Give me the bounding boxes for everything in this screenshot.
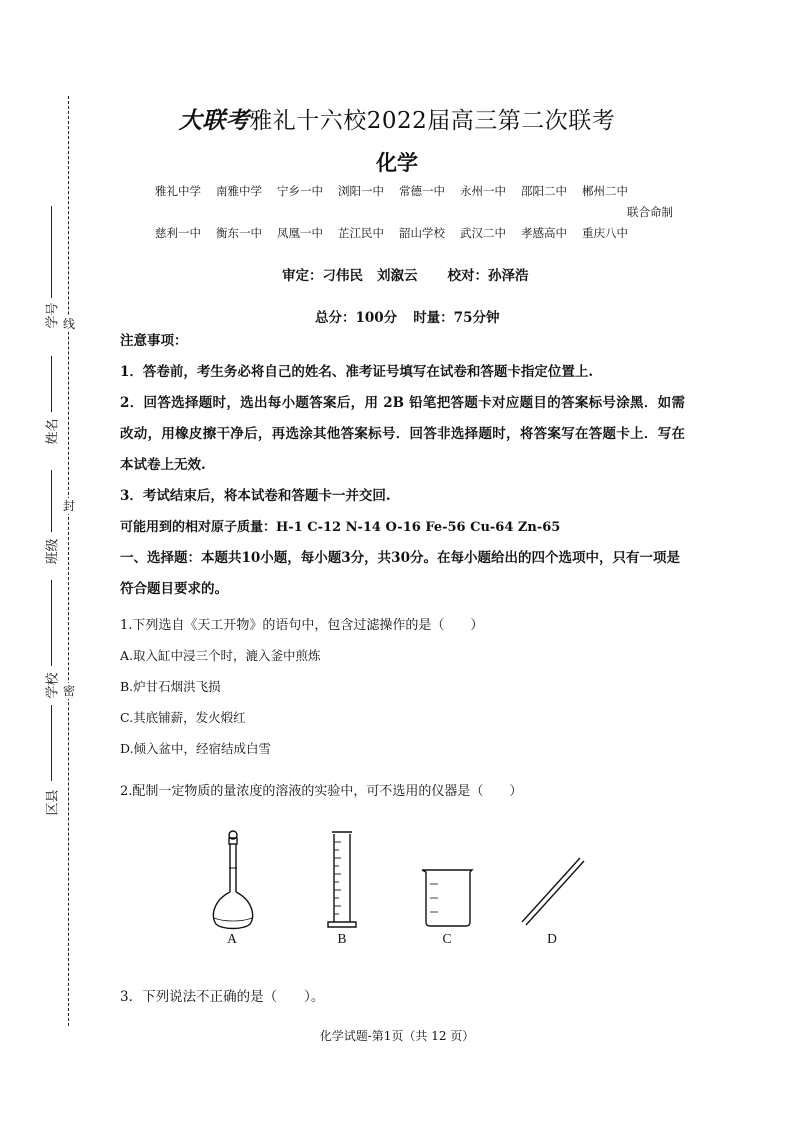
school-name: 芷江民中 xyxy=(338,226,384,240)
question-1-stem: 1.下列选自《天工开物》的语句中，包含过滤操作的是（ ） xyxy=(120,618,484,633)
notice-item-2: 2．回答选择题时，选出每小题答案后，用 2B 铅笔把答题卡对应题目的答案标号涂黑．如需改动，用橡皮擦干净后，再选涂其他答案标号．回答非选择题时，将答案写在答题卡上．写在本试卷上无效. xyxy=(120,395,685,473)
name-label: 姓名 xyxy=(45,418,61,445)
notice-heading: 注意事项： xyxy=(120,333,188,349)
beaker-icon xyxy=(422,870,472,926)
exam-title-text: 雅礼十六校2022届高三第二次联考 xyxy=(249,108,616,134)
score-time-line xyxy=(315,306,515,326)
class-label: 班级 xyxy=(45,538,61,565)
school-name: 衡东一中 xyxy=(216,226,262,240)
student-id-label: 学号 xyxy=(45,302,61,329)
school-name: 重庆八中 xyxy=(582,226,628,240)
district-field[interactable] xyxy=(34,705,61,825)
time-limit: 时量：75分钟 xyxy=(413,310,500,326)
school-name: 凤凰一中 xyxy=(277,226,323,240)
school-name: 永州一中 xyxy=(460,184,506,198)
school-name: 浏阳一中 xyxy=(338,184,384,198)
school-name: 郴州二中 xyxy=(582,184,628,198)
reviewer: 刘溆云 xyxy=(377,268,418,284)
reviewer: 审定：刁伟民 xyxy=(282,268,363,284)
schools-row-1 xyxy=(155,183,643,199)
school-name: 南雅中学 xyxy=(216,184,262,198)
school-name: 韶山学校 xyxy=(399,226,445,240)
apparatus-label-d: D xyxy=(547,931,557,946)
question-2-stem: 2.配制一定物质的量浓度的溶液的实验中，可不选用的仪器是（ ） xyxy=(120,784,523,799)
joint-authorship: 联合命制 xyxy=(627,205,673,219)
seal-char-feng: 封 xyxy=(62,499,75,513)
school-name: 雅礼中学 xyxy=(155,184,201,198)
glass-rod-icon xyxy=(522,858,584,925)
apparatus-label-a: A xyxy=(227,931,237,946)
district-label: 区县 xyxy=(45,789,61,816)
exam-title xyxy=(0,102,794,135)
student-id-field[interactable] xyxy=(34,206,61,356)
school-label: 学校 xyxy=(45,672,61,699)
total-score: 总分：100分 xyxy=(315,310,398,326)
exam-brand: 大联考 xyxy=(178,107,250,134)
atomic-masses: 可能用到的相对原子质量：H-1 C-12 N-14 O-16 Fe-56 Cu-64 Zn-65 xyxy=(120,520,561,535)
seal-char-xian: 线 xyxy=(62,317,75,331)
volumetric-flask-icon xyxy=(213,831,252,929)
name-field[interactable] xyxy=(34,356,61,466)
question-3-stem: 3．下列说法不正确的是（ ）。 xyxy=(120,989,325,1005)
apparatus-figure xyxy=(200,826,600,936)
apparatus-label-c: C xyxy=(442,931,452,946)
school-name: 常德一中 xyxy=(399,184,445,198)
school-name: 慈利一中 xyxy=(155,226,201,240)
class-field[interactable] xyxy=(34,470,61,580)
subject-title: 化学 xyxy=(376,150,418,175)
proofreader: 校对：孙泽浩 xyxy=(447,268,529,284)
seal-char-mi: 密 xyxy=(62,684,75,698)
apparatus-label-b: B xyxy=(337,931,347,946)
school-field[interactable] xyxy=(34,580,61,710)
notice-item-1: 1．答卷前，考生务必将自己的姓名、准考证号填写在试卷和答题卡指定位置上. xyxy=(120,364,594,380)
question-1-option-a: A.取入缸中浸三个时，漉入釜中煎炼 xyxy=(120,648,321,663)
school-name: 武汉二中 xyxy=(460,226,506,240)
question-1-option-b: B.炉甘石烟洪飞损 xyxy=(120,679,221,694)
notice-item-3: 3．考试结束后，将本试卷和答题卡一并交回. xyxy=(120,488,391,504)
school-name: 孝感高中 xyxy=(521,226,567,240)
schools-row-2 xyxy=(155,225,643,241)
binding-dashed-line xyxy=(68,96,69,1026)
page-footer: 化学试题-第1页（共 12 页） xyxy=(319,1029,475,1043)
section-1-heading: 一、选择题：本题共10小题，每小题3分，共30分。在每小题给出的四个选项中，只有一项是符合题目要求的。 xyxy=(120,550,680,597)
question-1-option-c: C.其底铺薪，发火煅红 xyxy=(120,710,246,725)
school-name: 宁乡一中 xyxy=(277,184,323,198)
school-name: 邵阳二中 xyxy=(521,184,567,198)
graduated-cylinder-icon xyxy=(328,832,356,927)
question-1-option-d: D.倾入盆中，经宿结成白雪 xyxy=(120,741,272,756)
reviewers-line xyxy=(282,264,543,284)
